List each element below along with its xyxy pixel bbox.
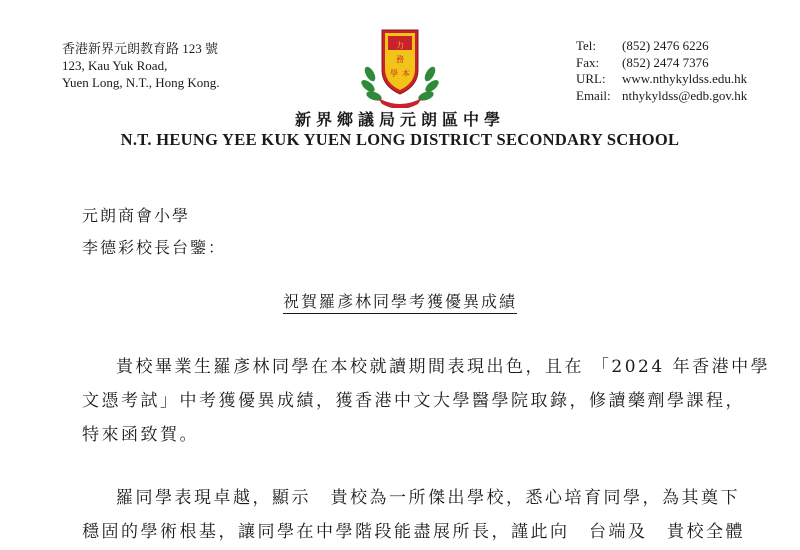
contact-label: Email: <box>576 87 611 103</box>
crest-char-4: 本 <box>402 69 410 78</box>
paragraph-1-line-1: 貴校畢業生羅彥林同學在本校就讀期間表現出色，且在 「2024 年香港中學 <box>116 357 771 377</box>
contact-email <box>576 88 747 105</box>
contact-label: Tel: <box>576 38 597 53</box>
contact-tel <box>576 38 747 55</box>
contact-label: Fax: <box>576 54 600 70</box>
contact-url <box>576 71 747 88</box>
school-name-en: N.T. HEUNG YEE KUK YUEN LONG DISTRICT SECONDARY SCHOOL <box>120 130 680 149</box>
contact-value: www.nthykyldss.edu.hk <box>622 71 748 86</box>
crest-char-1: 力 <box>396 41 404 50</box>
school-name-cn: 新界鄉議局元朗區中學 <box>294 110 505 129</box>
paragraph-1-line-2: 文憑考試」中考獲優異成績，獲香港中文大學醫學院取錄，修讀藥劑學課程， <box>82 391 745 411</box>
paragraph-1-line-3: 特來函致賀。 <box>82 425 199 445</box>
address-line-cn: 香港新界元朗教育路 123 號 <box>62 41 219 56</box>
crest-char-2: 務 <box>396 55 404 64</box>
school-contact <box>576 38 747 104</box>
address-line-en-2: Yuen Long, N.T., Hong Kong. <box>62 75 220 90</box>
subject-text: 祝賀羅彥林同學考獲優異成績 <box>283 292 517 314</box>
recipient-org: 元朗商會小學 <box>82 206 191 225</box>
letter-subject <box>0 289 800 312</box>
contact-value: (852) 2474 7376 <box>622 54 709 70</box>
school-address <box>62 40 220 91</box>
recipient-name: 李德彩校長台鑒： <box>82 238 227 257</box>
crest-char-3: 學 <box>390 69 398 78</box>
contact-label: URL: <box>576 71 606 86</box>
contact-value: nthykyldss@edb.gov.hk <box>622 87 748 103</box>
address-line-en-1: 123, Kau Yuk Road, <box>62 58 168 73</box>
school-crest-icon <box>360 24 440 108</box>
paragraph-2-line-2: 穩固的學術根基，讓同學在中學階段能盡展所長，謹此向 台端及 貴校全體 <box>82 522 745 542</box>
contact-value: (852) 2476 6226 <box>622 38 709 53</box>
contact-fax <box>576 55 747 72</box>
paragraph-2-line-1: 羅同學表現卓越，顯示 貴校為一所傑出學校，悉心培育同學，為其奠下 <box>116 488 740 508</box>
